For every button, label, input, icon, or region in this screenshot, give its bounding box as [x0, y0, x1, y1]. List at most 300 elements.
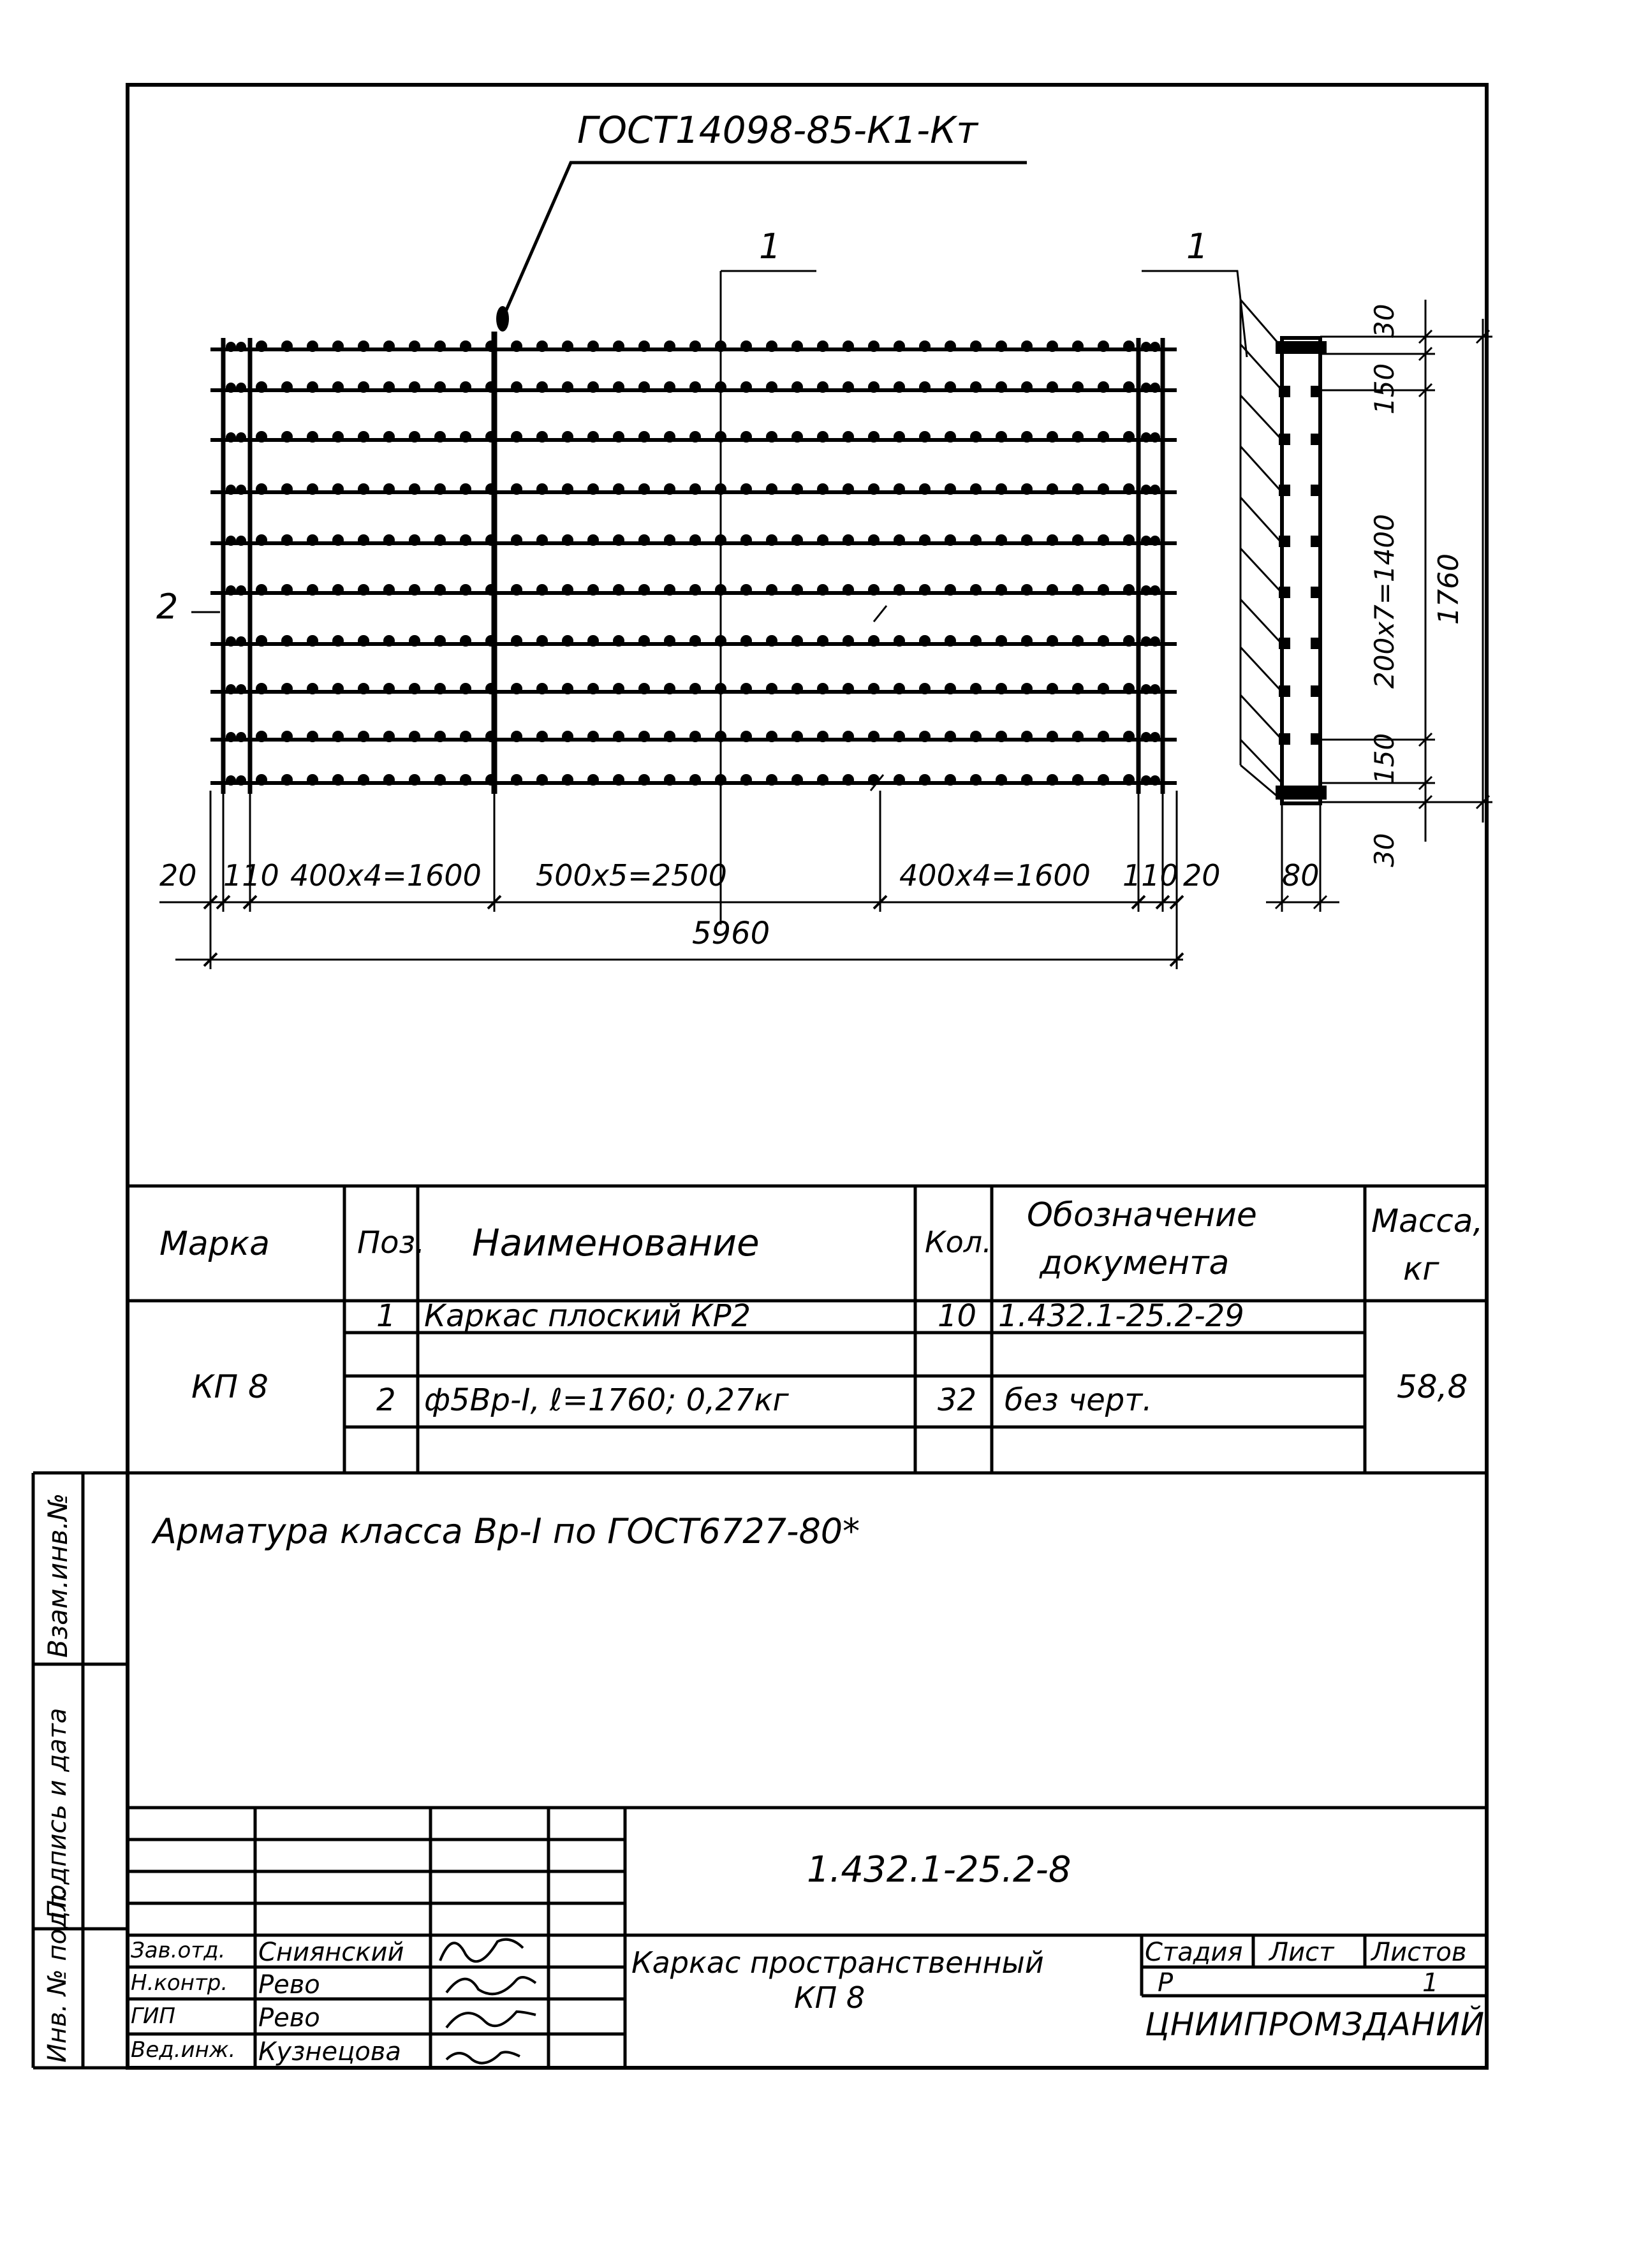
- cross-bar-dot: [689, 381, 701, 393]
- end-bar-dot: [236, 775, 246, 786]
- dim-overall-5960: 5960: [692, 916, 770, 951]
- cross-bar-dot: [868, 683, 880, 694]
- sheets-header: Листов: [1371, 1938, 1467, 1967]
- cross-bar-dot: [868, 381, 880, 393]
- cross-bar-dot: [562, 731, 573, 742]
- cross-bar-dot: [996, 381, 1007, 393]
- cross-bar-dot: [740, 381, 752, 393]
- end-bar-dot: [1141, 342, 1151, 352]
- cross-bar-dot: [460, 431, 471, 443]
- cross-bar-dot: [511, 483, 522, 495]
- cross-bar-dot: [1098, 683, 1109, 694]
- cross-bar-dot: [511, 381, 522, 393]
- cross-bar-dot: [511, 683, 522, 694]
- cross-bar-dot: [817, 340, 828, 352]
- cross-bar-dot: [689, 584, 701, 596]
- doc-code: 1.432.1-25.2-8: [807, 1849, 1071, 1891]
- cross-bar-dot: [843, 483, 854, 495]
- vertical-bars: [223, 332, 1163, 794]
- position-mark-2: 2: [156, 587, 179, 627]
- cross-bar-dot: [689, 731, 701, 742]
- cross-bar-dot: [256, 431, 267, 443]
- end-bar-dot: [1141, 585, 1151, 596]
- cross-bar-dot: [307, 635, 318, 647]
- cross-bar-dot: [868, 483, 880, 495]
- cross-bar-dot: [460, 534, 471, 546]
- row1-poz: 1: [376, 1298, 396, 1334]
- cross-bar-dot: [1123, 431, 1135, 443]
- cross-bar-dot: [562, 381, 573, 393]
- cross-bar-dot: [664, 381, 675, 393]
- cross-bar-dot: [434, 774, 446, 786]
- dim-right-1760: 1760: [1432, 553, 1465, 625]
- cross-bar-dot: [970, 431, 982, 443]
- cross-bar-dot: [485, 774, 497, 786]
- cross-bar-dot: [740, 774, 752, 786]
- sheet-header: Лист: [1269, 1938, 1334, 1967]
- cross-bar-dot: [434, 340, 446, 352]
- cross-bar-dot: [587, 381, 599, 393]
- cross-bar-dot: [791, 731, 803, 742]
- end-bar-dot: [236, 432, 246, 443]
- cross-bar-dot: [536, 635, 548, 647]
- cross-bar-dot: [281, 774, 293, 786]
- header-doc-line2: документа: [1040, 1244, 1230, 1282]
- cross-bar-dot: [894, 483, 905, 495]
- cross-bar-dot: [791, 340, 803, 352]
- cross-bar-dot: [970, 584, 982, 596]
- cross-bar-dot: [613, 635, 624, 647]
- cross-bar-dot: [868, 731, 880, 742]
- cross-bar-dot: [1072, 534, 1084, 546]
- cross-bar-dot: [485, 431, 497, 443]
- cross-bar-dot: [587, 483, 599, 495]
- section-mark-left: 1: [759, 226, 781, 267]
- cross-bar-dot: [638, 635, 650, 647]
- cross-bar-dot: [281, 731, 293, 742]
- cross-bar-dot: [843, 774, 854, 786]
- cross-bar-dot: [587, 431, 599, 443]
- cross-bar-dot: [894, 584, 905, 596]
- cross-bar-dot: [894, 683, 905, 694]
- cross-bar-dot: [256, 683, 267, 694]
- cross-bar-dot: [791, 483, 803, 495]
- dim-500x5: 500х5=2500: [536, 858, 727, 893]
- cross-bar-dot: [638, 340, 650, 352]
- object-mark: КП 8: [794, 1980, 865, 2015]
- section-line-1: [721, 271, 816, 925]
- cross-bar-dot: [383, 774, 395, 786]
- end-bar-dot: [236, 684, 246, 694]
- cross-bar-dot: [740, 584, 752, 596]
- cross-bar-dot: [1072, 635, 1084, 647]
- cross-bar-dot: [460, 683, 471, 694]
- cross-bar-dot: [332, 774, 344, 786]
- end-bar-dot: [226, 775, 236, 786]
- cross-bar-dot: [766, 683, 777, 694]
- cross-bar-dot: [562, 534, 573, 546]
- cross-bar-dot: [434, 431, 446, 443]
- cross-bar-dot: [638, 683, 650, 694]
- cross-bar-dot: [332, 534, 344, 546]
- cross-bar-dot: [536, 683, 548, 694]
- cross-bar-dot: [511, 431, 522, 443]
- cross-bar-dot: [638, 731, 650, 742]
- cross-bar-dot: [562, 483, 573, 495]
- cross-bar-dot: [970, 381, 982, 393]
- cross-bar-dot: [919, 731, 931, 742]
- signature-3: [446, 2012, 536, 2028]
- cross-bar-dot: [1021, 534, 1033, 546]
- cross-bar-dot: [1123, 774, 1135, 786]
- cross-bar-dot: [740, 340, 752, 352]
- cross-bar-dot: [945, 534, 956, 546]
- cross-bar-dot: [766, 584, 777, 596]
- cross-bar-dot: [307, 584, 318, 596]
- spec-table-grid: [128, 1186, 1487, 1473]
- cross-bar-dot: [1021, 381, 1033, 393]
- cross-bar-dot: [664, 340, 675, 352]
- row2-doc: без черт.: [1005, 1382, 1152, 1418]
- cross-bar-dot: [562, 683, 573, 694]
- cross-bar-dot: [945, 683, 956, 694]
- cross-bar-dot: [256, 584, 267, 596]
- cross-bar-dot: [894, 534, 905, 546]
- cross-bar-dot: [791, 584, 803, 596]
- cross-bar-dot: [919, 381, 931, 393]
- cross-bar-dot: [536, 340, 548, 352]
- cross-bar-dot: [383, 483, 395, 495]
- header-doc-line1: Обозначение: [1027, 1196, 1257, 1234]
- cross-bar-dot: [307, 534, 318, 546]
- end-bar-dot: [226, 684, 236, 694]
- cross-bar-dot: [485, 534, 497, 546]
- header-mass-line2: кг: [1403, 1250, 1439, 1287]
- cross-bar-dot: [281, 381, 293, 393]
- cross-bar-dot: [1098, 431, 1109, 443]
- cross-bar-dot: [868, 340, 880, 352]
- cross-bar-dot: [281, 483, 293, 495]
- object-name: Каркас пространственный: [631, 1945, 1044, 1980]
- cross-bar-dot: [358, 731, 369, 742]
- cross-bar-dot: [817, 431, 828, 443]
- cross-bar-dot: [996, 534, 1007, 546]
- cross-bar-dot: [536, 431, 548, 443]
- cross-bar-dot: [1021, 774, 1033, 786]
- cross-bar-dot: [945, 483, 956, 495]
- end-bar-dot: [1150, 636, 1160, 647]
- cross-bar-dot: [868, 431, 880, 443]
- cross-bar-dot: [358, 431, 369, 443]
- cross-bar-dot: [638, 381, 650, 393]
- cross-bar-dot: [307, 731, 318, 742]
- cross-bar-dot: [409, 635, 420, 647]
- cross-bar-dot: [409, 584, 420, 596]
- cross-bar-dot: [1072, 731, 1084, 742]
- cross-bar-dot: [587, 731, 599, 742]
- cross-bar-dot: [919, 534, 931, 546]
- cross-bar-dot: [460, 584, 471, 596]
- cross-bar-dot: [638, 483, 650, 495]
- row1-name: Каркас плоский КР2: [424, 1298, 751, 1334]
- dim-section-80: 80: [1282, 858, 1320, 893]
- end-bar-dot: [1150, 775, 1160, 786]
- cross-bar-dot: [332, 340, 344, 352]
- cross-bar-dot: [256, 381, 267, 393]
- cross-bar-dot: [664, 431, 675, 443]
- cross-bar-dot: [485, 635, 497, 647]
- cross-bar-dot: [460, 635, 471, 647]
- cross-bar-dot: [358, 635, 369, 647]
- cross-bar-dot: [1047, 483, 1058, 495]
- cross-bar-dot: [919, 683, 931, 694]
- cross-bar-dot: [766, 635, 777, 647]
- cross-bar-dot: [281, 534, 293, 546]
- cross-bar-dot: [970, 483, 982, 495]
- cross-bar-dot: [894, 635, 905, 647]
- cross-bar-dot: [613, 431, 624, 443]
- cross-bar-dot: [409, 381, 420, 393]
- cross-bar-dot: [434, 584, 446, 596]
- end-bar-dot: [1141, 732, 1151, 742]
- cross-bar-dot: [1072, 381, 1084, 393]
- cross-bar-dot: [843, 731, 854, 742]
- end-bar-dot: [226, 342, 236, 352]
- cross-bar-dots: [226, 340, 1160, 786]
- cross-bar-dot: [766, 483, 777, 495]
- cross-bar-dot: [996, 431, 1007, 443]
- cross-bar-dot: [332, 731, 344, 742]
- cross-bar-dot: [307, 774, 318, 786]
- cross-bar-dot: [1021, 340, 1033, 352]
- cross-bar-dot: [791, 381, 803, 393]
- end-bar-dot: [1150, 684, 1160, 694]
- cross-bar-dot: [511, 731, 522, 742]
- cross-bar-dot: [434, 635, 446, 647]
- cross-bar-dot: [1047, 340, 1058, 352]
- cross-bar-dot: [664, 731, 675, 742]
- cross-bar-dot: [1021, 635, 1033, 647]
- end-bar-dot: [1141, 485, 1151, 495]
- cross-bar-dot: [766, 534, 777, 546]
- cross-bar-dot: [511, 534, 522, 546]
- cross-bar-dot: [970, 340, 982, 352]
- dim-20-left: 20: [159, 858, 197, 893]
- cross-bar-dot: [562, 774, 573, 786]
- cross-bar-dot: [1047, 774, 1058, 786]
- strip-vzam-inv: Взам.инв.№: [42, 1493, 73, 1658]
- cross-bar-dot: [868, 635, 880, 647]
- end-bar-dot: [1141, 383, 1151, 393]
- cross-bar-dot: [613, 534, 624, 546]
- row1-qty: 10: [938, 1298, 977, 1334]
- row1-doc: 1.432.1-25.2-29: [998, 1298, 1244, 1334]
- cross-bar-dot: [945, 635, 956, 647]
- cross-bar-dot: [919, 340, 931, 352]
- cross-bar-dot: [383, 731, 395, 742]
- cross-bar-dot: [409, 534, 420, 546]
- cross-bar-dot: [1072, 431, 1084, 443]
- cross-bar-dot: [332, 381, 344, 393]
- cross-bar-dot: [332, 635, 344, 647]
- cross-bar-dot: [332, 584, 344, 596]
- cross-bar-dot: [460, 483, 471, 495]
- row2-name: ф5Вр-I, ℓ=1760; 0,27кг: [424, 1382, 789, 1418]
- frame-elevation: [191, 163, 1247, 925]
- cross-bar-dot: [332, 483, 344, 495]
- cross-bar-dot: [996, 483, 1007, 495]
- cross-bar-dot: [460, 340, 471, 352]
- cross-bar-dot: [587, 534, 599, 546]
- role-2: Н.контр.: [131, 1970, 228, 1996]
- cross-bar-dot: [1098, 534, 1109, 546]
- cross-bar-dot: [307, 683, 318, 694]
- cross-bar-dot: [1098, 774, 1109, 786]
- dim-400x4-right: 400х4=1600: [899, 858, 1091, 893]
- end-bar-dot: [1150, 342, 1160, 352]
- signature-1: [440, 1940, 523, 1962]
- cross-bar-dot: [281, 683, 293, 694]
- cross-bar-dot: [791, 431, 803, 443]
- cross-bar-dot: [970, 635, 982, 647]
- cross-bar-dot: [307, 340, 318, 352]
- end-bar-dot: [1150, 383, 1160, 393]
- cross-bar-dot: [689, 635, 701, 647]
- cross-bar-dot: [689, 483, 701, 495]
- cross-bar-dot: [894, 381, 905, 393]
- end-bar-dot: [236, 383, 246, 393]
- cross-bar-dot: [434, 534, 446, 546]
- cross-bar-dot: [256, 483, 267, 495]
- cross-bar-dot: [485, 731, 497, 742]
- cross-bar-dot: [358, 683, 369, 694]
- cross-bar-dot: [358, 381, 369, 393]
- cross-bar-dot: [996, 340, 1007, 352]
- cross-bar-dot: [409, 431, 420, 443]
- cross-bar-dot: [638, 584, 650, 596]
- cross-bar-dot: [485, 483, 497, 495]
- cross-bar-dot: [587, 340, 599, 352]
- cross-bar-dot: [485, 683, 497, 694]
- cross-bar-dot: [460, 731, 471, 742]
- cross-bar-dot: [1021, 584, 1033, 596]
- cross-bar-dot: [613, 340, 624, 352]
- cross-bar-dot: [1072, 483, 1084, 495]
- signatures: [440, 1940, 536, 2063]
- cross-bar-dot: [843, 340, 854, 352]
- cross-bar-dot: [1098, 584, 1109, 596]
- stage-value: Р: [1158, 1968, 1174, 1998]
- cross-bar-dot: [358, 534, 369, 546]
- cross-bar-dot: [868, 774, 880, 786]
- cross-bar-dot: [1047, 381, 1058, 393]
- cross-bar-dot: [434, 381, 446, 393]
- cross-bar-dot: [817, 584, 828, 596]
- cross-bar-dot: [1047, 584, 1058, 596]
- cross-bar-dot: [817, 483, 828, 495]
- role-4: Вед.инж.: [131, 2037, 236, 2063]
- cross-bar-dot: [817, 774, 828, 786]
- strip-inv-orig: Инв. № подл.: [43, 1887, 72, 2063]
- end-bar-dot: [1150, 485, 1160, 495]
- cross-bar-dot: [894, 431, 905, 443]
- cross-bar-dot: [587, 683, 599, 694]
- end-bar-dot: [1141, 636, 1151, 647]
- row2-qty: 32: [938, 1382, 977, 1418]
- cross-bar-dot: [460, 381, 471, 393]
- header-qty: Кол.: [925, 1225, 992, 1259]
- end-bar-dot: [1150, 585, 1160, 596]
- cross-bar-dot: [434, 731, 446, 742]
- cross-bar-dot: [945, 431, 956, 443]
- gost-label: ГОСТ14098-85-К1-Кт: [577, 108, 978, 152]
- cross-bar-dot: [740, 731, 752, 742]
- cross-bar-dot: [536, 731, 548, 742]
- cross-bar-dot: [1047, 431, 1058, 443]
- cross-bar-dot: [256, 774, 267, 786]
- end-bar-dot: [226, 732, 236, 742]
- cross-bar-dot: [791, 635, 803, 647]
- cross-bar-dot: [511, 340, 522, 352]
- cross-bar-dot: [970, 534, 982, 546]
- cross-bar-dot: [1047, 731, 1058, 742]
- cross-bar-dot: [843, 584, 854, 596]
- cross-bar-dot: [664, 483, 675, 495]
- cross-bar-dot: [562, 635, 573, 647]
- cross-bar-dot: [1123, 483, 1135, 495]
- end-bar-dot: [1141, 775, 1151, 786]
- cross-bar-dot: [664, 584, 675, 596]
- cell-mass: 58,8: [1397, 1368, 1468, 1405]
- cross-bar-dot: [945, 774, 956, 786]
- cross-bar-dot: [1021, 431, 1033, 443]
- cross-bar-dot: [970, 683, 982, 694]
- cross-bar-dot: [434, 683, 446, 694]
- cross-bar-dot: [536, 483, 548, 495]
- organization: ЦНИИПРОМЗДАНИЙ: [1145, 2006, 1485, 2043]
- cross-bar-dot: [256, 635, 267, 647]
- cross-bar-dot: [894, 774, 905, 786]
- cross-bar-dot: [383, 381, 395, 393]
- cross-bar-dot: [383, 534, 395, 546]
- cross-bar-dot: [358, 774, 369, 786]
- role-1: Зав.отд.: [131, 1938, 226, 1963]
- cross-bar-dot: [587, 584, 599, 596]
- cross-bar-dot: [332, 431, 344, 443]
- end-bar-dot: [236, 732, 246, 742]
- header-marka: Марка: [159, 1225, 270, 1263]
- cross-bar-dot: [996, 774, 1007, 786]
- end-bar-dot: [1141, 536, 1151, 546]
- cross-bar-dot: [511, 584, 522, 596]
- cross-bar-dot: [1098, 731, 1109, 742]
- cross-bar-dot: [613, 683, 624, 694]
- cross-bar-dot: [791, 774, 803, 786]
- cross-bar-dot: [613, 381, 624, 393]
- cross-bar-dot: [1098, 635, 1109, 647]
- dim-110-left: 110: [223, 858, 279, 893]
- cross-bar-dot: [664, 534, 675, 546]
- cross-bar-dot: [664, 635, 675, 647]
- cross-bar-dot: [945, 731, 956, 742]
- cross-bar-dot: [587, 774, 599, 786]
- cross-bar-dot: [383, 431, 395, 443]
- cross-bar-dot: [919, 635, 931, 647]
- cross-bar-dot: [256, 534, 267, 546]
- cross-bar-dot: [843, 534, 854, 546]
- cross-bar-dot: [511, 635, 522, 647]
- header-name: Наименование: [472, 1221, 760, 1264]
